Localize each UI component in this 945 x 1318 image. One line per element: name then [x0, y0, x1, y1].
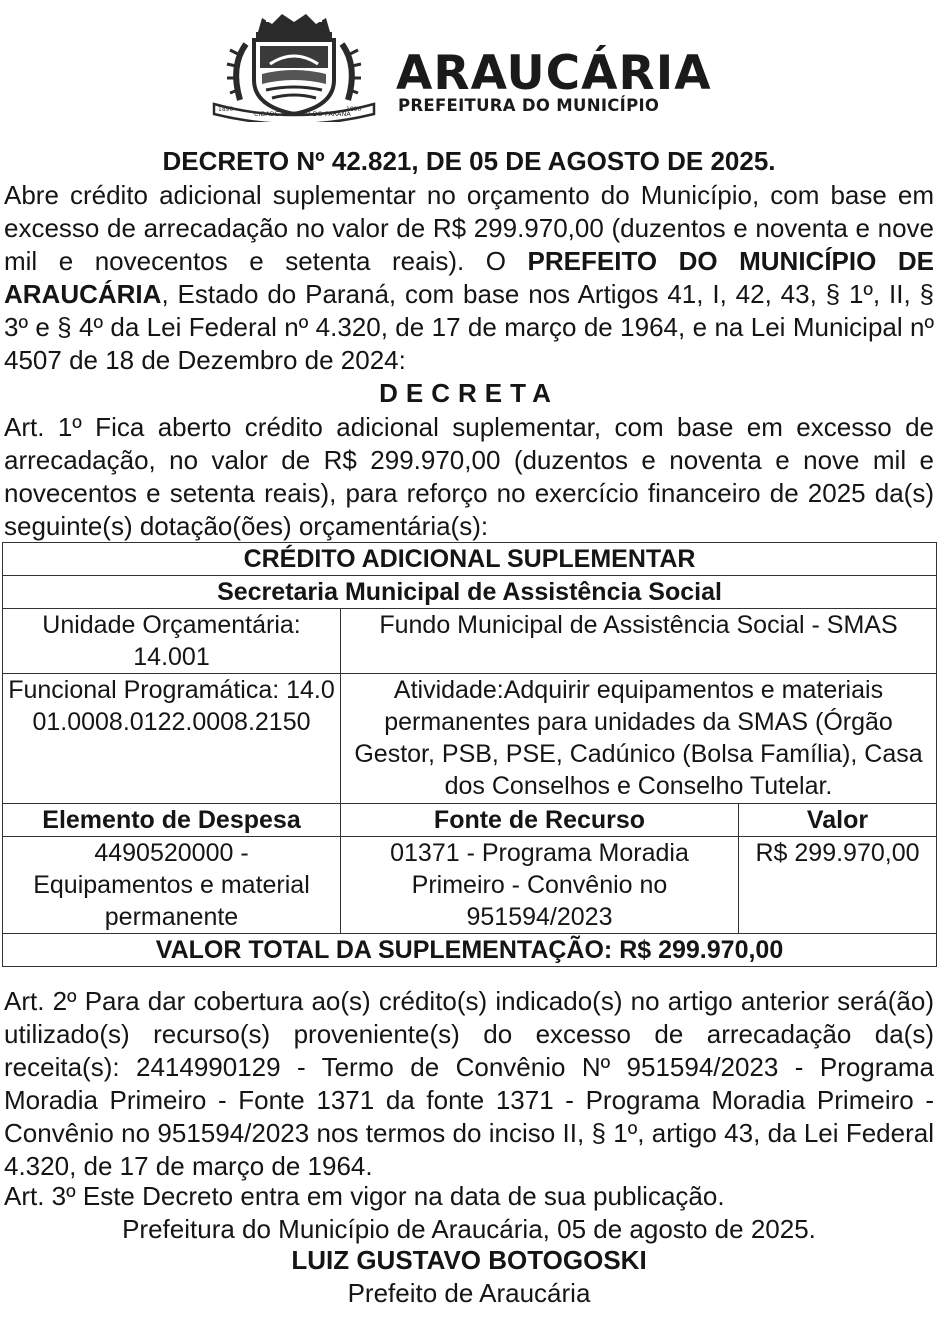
signatory-name: LUIZ GUSTAVO BOTOGOSKI	[291, 1245, 647, 1275]
decree-preamble	[4, 179, 934, 377]
brand-subtitle: PREFEITURA DO MUNICÍPIO	[398, 96, 660, 115]
article-2: Art. 2º Para dar cobertura ao(s) crédito(s) indicado(s) no artigo anterior será(ão) utilizado(s) recurso(s) proveniente(s) do excesso de arrecadação da(s) receita(s): 2414990129 - Termo de Convênio Nº 951594/2023 - Programa Moradia Primeiro - Fonte 1371 da fonte 1371 - Programa Moradia Primeiro - Convênio no 951594/2023 nos termos do inciso II, § 1º, artigo 43, da Lei Federal 4.320, de 17 de março de 1964.	[4, 986, 934, 1181]
unidade-label: Unidade Orçamentária: 14.001	[3, 609, 341, 674]
svg-text:1890: 1890	[346, 106, 362, 113]
signatory-role: Prefeito de Araucária	[347, 1278, 591, 1308]
table-secretaria: Secretaria Municipal de Assistência Social	[3, 576, 937, 609]
table-title: CRÉDITO ADICIONAL SUPLEMENTAR	[3, 543, 937, 576]
article-3: Art. 3º Este Decreto entra em vigor na data de sua publicação.	[4, 1181, 725, 1211]
funcional-value: Atividade:Adquirir equipamentos e materiais permanentes para unidades da SMAS (Órgão Gestor, PSB, PSE, Cadúnico (Bolsa Família), Casa dos Conselhos e Conselho Tutelar.	[341, 674, 937, 804]
header-valor: Valor	[739, 804, 937, 837]
article-1: Art. 1º Fica aberto crédito adicional suplementar, com base em excesso de arrecadação, no valor de R$ 299.970,00 (duzentos e noventa e nove mil e novecentos e setenta reais), para reforço no exercício financeiro de 2025 da(s) seguinte(s) dotação(ões) orçamentária(s):	[4, 412, 934, 541]
svg-text:1890: 1890	[218, 106, 234, 113]
page-header	[210, 10, 740, 122]
credit-table	[2, 542, 937, 967]
header-fonte: Fonte de Recurso	[341, 804, 739, 837]
svg-text:CIDADE SÍMBOLO DO PARANÁ: CIDADE SÍMBOLO DO PARANÁ	[254, 110, 351, 118]
decreta-heading: DECRETA	[379, 378, 559, 408]
decree-title: DECRETO Nº 42.821, DE 05 DE AGOSTO DE 2025.	[162, 146, 776, 176]
unidade-value: Fundo Municipal de Assistência Social - SMAS	[341, 609, 937, 674]
cell-fonte: 01371 - Programa Moradia Primeiro - Convênio no 951594/2023	[341, 837, 739, 934]
brand-name: ARAUCÁRIA	[396, 46, 712, 101]
place-date: Prefeitura do Município de Araucária, 05 de agosto de 2025.	[122, 1214, 816, 1244]
municipal-crest-icon	[210, 10, 378, 122]
preamble-text-2: , Estado do Paraná, com base nos Artigos 41, I, 42, 43, § 1º, II, § 3º e § 4º da Lei Federal nº 4.320, de 17 de março de 1964, e na Lei Municipal nº 4507 de 18 de Dezembro de 2024:	[4, 279, 934, 375]
preamble-text: Abre crédito adicional suplementar no orçamento do Município, com base em excesso de arrecadação no valor de R$ 299.970,00 (duzentos e noventa e nove mil e novecentos e setenta reais). O	[4, 180, 934, 276]
cell-elemento: 4490520000 - Equipamentos e material permanente	[3, 837, 341, 934]
table-total: VALOR TOTAL DA SUPLEMENTAÇÃO: R$ 299.970,00	[3, 934, 937, 967]
cell-valor: R$ 299.970,00	[739, 837, 937, 934]
header-elemento: Elemento de Despesa	[3, 804, 341, 837]
funcional-label: Funcional Programática: 14.001.0008.0122.0008.2150	[3, 674, 341, 804]
brand-block	[396, 46, 712, 115]
preamble-mayor: PREFEITO DO MUNICÍPIO DE ARAUCÁRIA	[4, 246, 934, 309]
